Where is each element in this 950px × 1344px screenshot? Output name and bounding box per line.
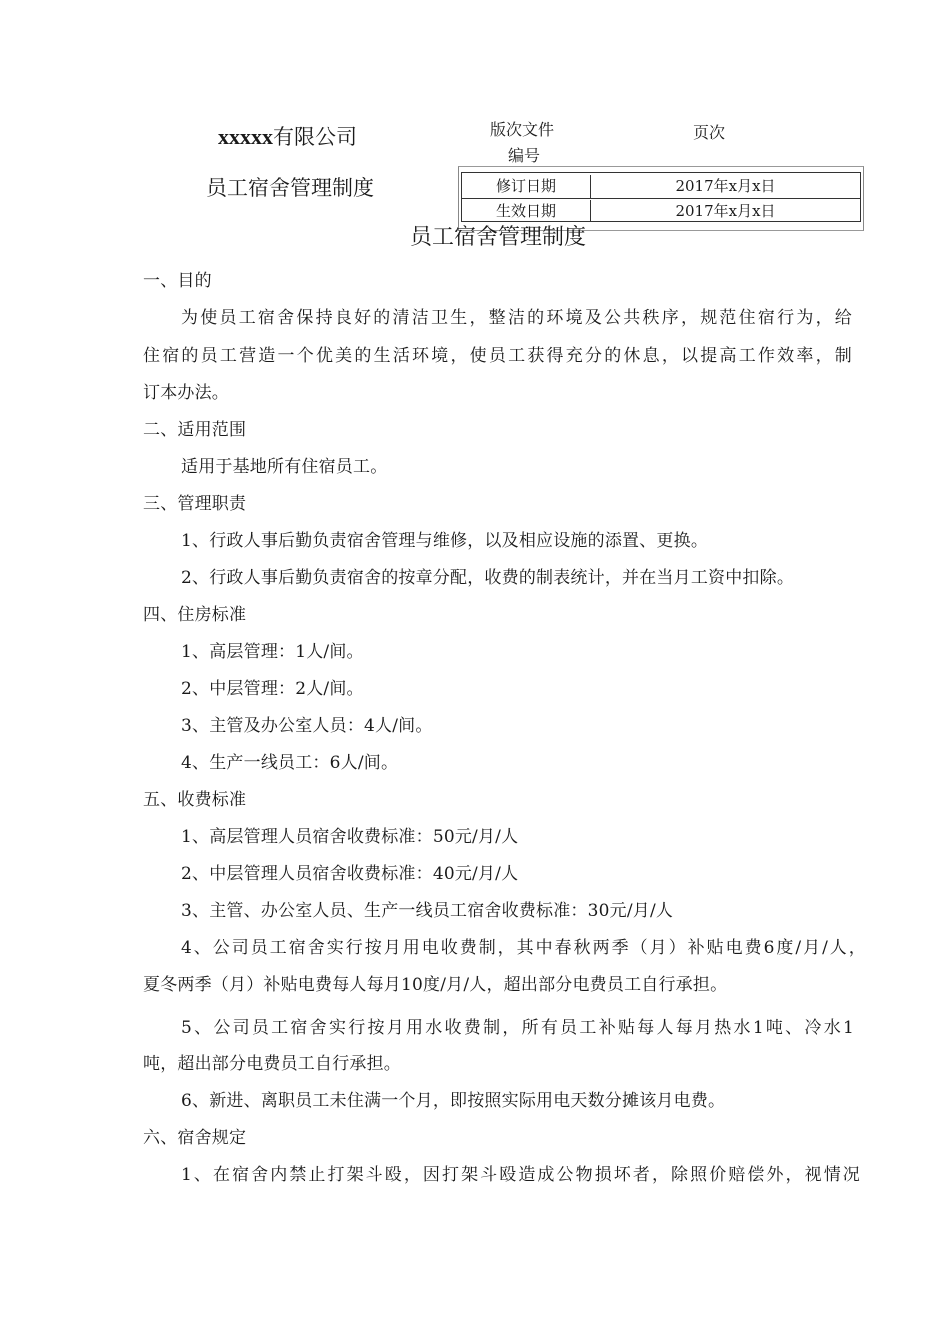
list-item: 4、生产一线员工：6人/间。 (181, 753, 399, 773)
list-item: 1、在宿舍内禁止打架斗殴，因打架斗殴造成公物损坏者，除照价赔偿外，视情况 (181, 1165, 860, 1185)
paragraph-line: 为使员工宿舍保持良好的清洁卫生，整洁的环境及公共秩序，规范住宿行为，给 (181, 308, 852, 328)
section-heading: 三、管理职责 (143, 494, 247, 514)
list-item: 5、公司员工宿舍实行按月用水收费制，所有员工补贴每人每月热水1吨、冷水1 (181, 1018, 854, 1038)
list-item: 3、主管、办公室人员、生产一线员工宿舍收费标准：30元/月/人 (181, 901, 674, 921)
paragraph-line: 夏冬两季（月）补贴电费每人每月10度/月/人，超出部分电费员工自行承担。 (143, 975, 728, 995)
page-label: 页次 (693, 123, 726, 142)
company-name: xxxxx有限公司 (218, 124, 357, 149)
doc-number-label: 编号 (508, 146, 541, 165)
section-heading: 四、住房标准 (143, 605, 247, 625)
revise-row (462, 173, 860, 199)
list-item: 2、中层管理人员宿舍收费标准：40元/月/人 (181, 864, 519, 884)
section-heading: 一、目的 (143, 271, 212, 291)
effective-label: 生效日期 (462, 200, 591, 222)
revise-value: 2017年x月x日 (675, 177, 776, 195)
list-item: 2、行政人事后勤负责宿舍的按章分配，收费的制表统计，并在当月工资中扣除。 (181, 568, 795, 588)
paragraph-line: 吨，超出部分电费员工自行承担。 (143, 1054, 401, 1074)
list-item: 1、高层管理：1人/间。 (181, 642, 364, 662)
list-item: 3、主管及办公室人员：4人/间。 (181, 716, 433, 736)
list-item: 1、高层管理人员宿舍收费标准：50元/月/人 (181, 827, 519, 847)
paragraph-line: 适用于基地所有住宿员工。 (181, 457, 388, 477)
section-heading: 六、宿舍规定 (143, 1128, 247, 1148)
section-heading: 五、收费标准 (143, 790, 247, 810)
effective-value: 2017年x月x日 (675, 202, 776, 220)
list-item: 6、新进、离职员工未住满一个月，即按照实际用电天数分摊该月电费。 (181, 1091, 726, 1111)
revise-label: 修订日期 (462, 175, 591, 198)
page-title: 员工宿舍管理制度 (410, 225, 587, 250)
list-item: 4、公司员工宿舍实行按月用电收费制，其中春秋两季（月）补贴电费6度/月/人， (181, 938, 866, 958)
list-item: 1、行政人事后勤负责宿舍管理与维修，以及相应设施的添置、更换。 (181, 531, 709, 551)
version-label: 版次文件 (490, 120, 555, 139)
section-heading: 二、适用范围 (143, 420, 247, 440)
paragraph-line: 订本办法。 (143, 383, 229, 403)
doc-subtitle: 员工宿舍管理制度 (206, 176, 374, 200)
paragraph-line: 住宿的员工营造一个优美的生活环境，使员工获得充分的休息，以提高工作效率，制 (143, 346, 852, 366)
list-item: 2、中层管理：2人/间。 (181, 679, 364, 699)
